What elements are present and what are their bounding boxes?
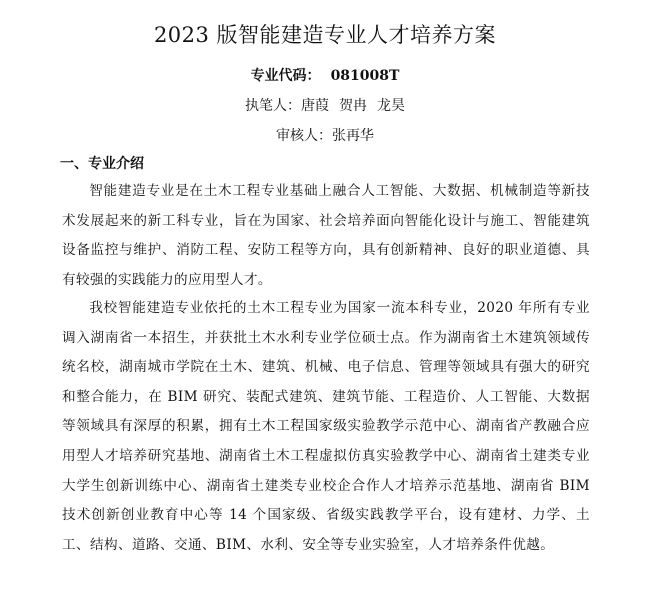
reviewer-name: 张再华 — [332, 128, 374, 144]
major-code-label: 专业代码： — [250, 68, 321, 84]
major-code-line — [0, 66, 650, 86]
author-name: 唐葭 — [301, 98, 329, 114]
author-name: 龙昊 — [377, 98, 405, 114]
author-line — [0, 96, 650, 116]
author-name: 贺冉 — [339, 98, 367, 114]
section-heading: 一、专业介绍 — [60, 156, 144, 172]
body-paragraph: 智能建造专业是在土木工程专业基础上融合人工智能、大数据、机械制造等新技术发展起来的新工科专业，旨在为国家、社会培养面向智能化设计与施工、智能建筑设备监控与维护、消防工程、安防工程等方向，具有创新精神、良好的职业道德、具有较强的实践能力的应用型人才。 — [62, 183, 590, 288]
major-code-value: 081008T — [330, 68, 400, 84]
reviewer-label: 审核人： — [276, 128, 332, 144]
document-title: 2023 版智能建造专业人才培养方案 — [153, 23, 497, 47]
body-paragraph: 我校智能建造专业依托的土木工程专业为国家一流本科专业，2020 年所有专业调入湖南省一本招生，并获批土木水利专业学位硕士点。作为湖南省土木建筑领域传统名校，湖南城市学院在土木、建筑、机械、电子信息、管理等领域具有强大的研究和整合能力，在 BIM 研究、装配式建筑、建筑节能、工程造价、人工智能、大数据等领域具有深厚的积累，拥有土木工程国家级实验教学示范中心、湖南省产教融合应用型人才培养研究基地、湖南省土木工程虚拟仿真实验教学中心、湖南省土建类专业大学生创新训练中心、湖南省土建类专业校企合作人才培养示范基地、湖南省 BIM 技术创新创业教育中心等 14 个国家级、省级实践教学平台，设有建材、力学、土工、结构、道路、交通、BIM、水利、安全等专业实验室，人才培养条件优越。 — [62, 300, 590, 553]
reviewer-line — [0, 126, 650, 146]
author-label: 执笔人： — [245, 98, 301, 114]
